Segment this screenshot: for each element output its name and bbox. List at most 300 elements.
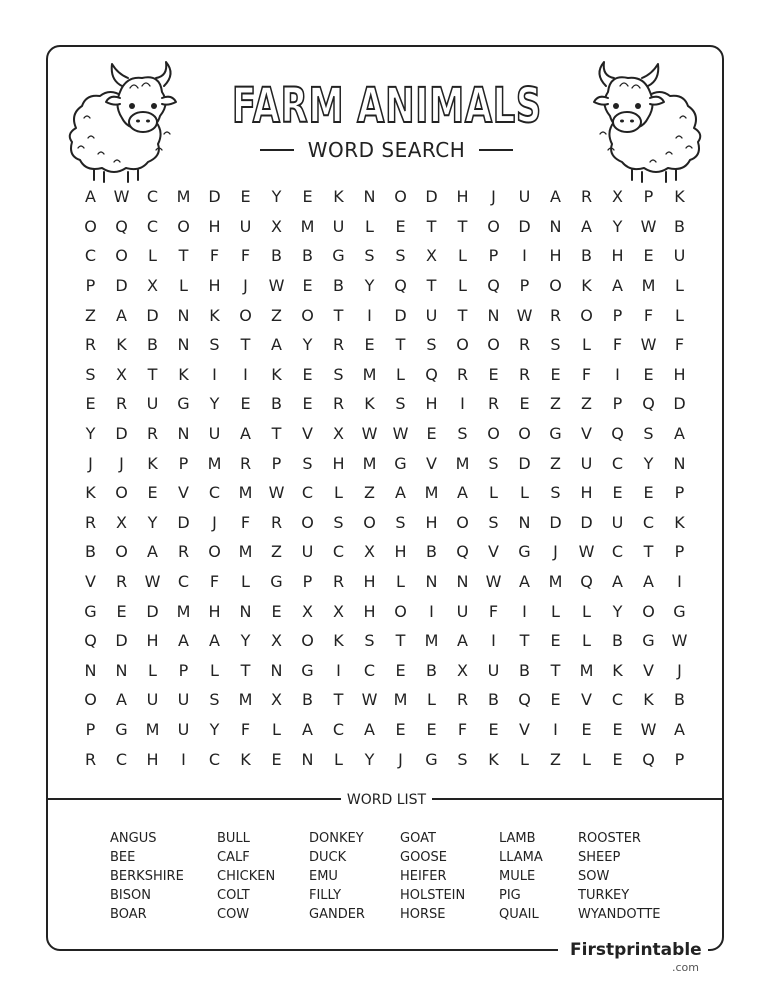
grid-letter[interactable]: H — [425, 512, 438, 532]
grid-letter[interactable]: T — [240, 335, 251, 355]
grid-letter[interactable]: D — [115, 631, 128, 651]
grid-letter[interactable]: J — [119, 453, 124, 473]
grid-letter[interactable]: P — [488, 246, 499, 266]
grid-letter[interactable]: A — [457, 631, 468, 651]
grid-letter[interactable]: N — [177, 305, 190, 325]
grid-letter[interactable]: L — [365, 216, 374, 236]
grid-letter[interactable]: H — [208, 601, 221, 621]
grid-letter[interactable]: O — [115, 246, 128, 266]
grid-letter[interactable]: E — [643, 246, 654, 266]
grid-letter[interactable]: Q — [425, 364, 438, 384]
grid-letter[interactable]: L — [458, 246, 467, 266]
grid-letter[interactable]: X — [333, 424, 344, 444]
grid-letter[interactable]: D — [518, 453, 531, 473]
grid-letter[interactable]: K — [333, 631, 344, 651]
grid-letter[interactable]: T — [271, 424, 282, 444]
grid-letter[interactable]: D — [208, 187, 221, 207]
grid-letter[interactable]: L — [396, 364, 405, 384]
grid-letter[interactable]: J — [553, 542, 558, 562]
grid-letter[interactable]: R — [239, 453, 252, 473]
grid-letter[interactable]: M — [424, 483, 439, 503]
grid-letter[interactable]: H — [549, 246, 562, 266]
grid-letter[interactable]: U — [208, 424, 221, 444]
grid-letter[interactable]: D — [549, 512, 562, 532]
grid-letter[interactable]: I — [615, 364, 620, 384]
grid-letter[interactable]: N — [270, 660, 283, 680]
grid-letter[interactable]: O — [115, 542, 128, 562]
grid-letter[interactable]: B — [302, 246, 313, 266]
grid-letter[interactable]: E — [643, 483, 654, 503]
grid-letter[interactable]: E — [364, 335, 375, 355]
grid-letter[interactable]: E — [550, 690, 561, 710]
grid-letter[interactable]: P — [178, 660, 189, 680]
grid-letter[interactable]: I — [429, 601, 434, 621]
grid-letter[interactable]: C — [332, 719, 345, 739]
grid-letter[interactable]: O — [487, 335, 500, 355]
grid-letter[interactable]: C — [177, 572, 190, 592]
grid-letter[interactable]: O — [394, 601, 407, 621]
grid-letter[interactable]: J — [398, 749, 403, 769]
grid-letter[interactable]: K — [271, 364, 282, 384]
grid-letter[interactable]: L — [520, 749, 529, 769]
grid-letter[interactable]: N — [84, 660, 97, 680]
grid-letter[interactable]: A — [271, 335, 282, 355]
grid-letter[interactable]: T — [550, 660, 561, 680]
grid-letter[interactable]: I — [243, 364, 248, 384]
grid-letter[interactable]: R — [84, 749, 97, 769]
grid-letter[interactable]: U — [177, 719, 190, 739]
grid-letter[interactable]: R — [177, 542, 190, 562]
grid-letter[interactable]: X — [302, 601, 313, 621]
grid-letter[interactable]: P — [612, 305, 623, 325]
grid-letter[interactable]: M — [207, 453, 222, 473]
grid-letter[interactable]: E — [302, 276, 313, 296]
grid-letter[interactable]: K — [333, 187, 344, 207]
grid-letter[interactable]: L — [272, 719, 281, 739]
grid-letter[interactable]: B — [271, 246, 282, 266]
grid-letter[interactable]: C — [611, 542, 624, 562]
grid-letter[interactable]: O — [239, 305, 252, 325]
grid-letter[interactable]: S — [488, 512, 499, 532]
grid-letter[interactable]: J — [491, 187, 496, 207]
grid-letter[interactable]: C — [146, 216, 159, 236]
grid-letter[interactable]: L — [396, 572, 405, 592]
grid-letter[interactable]: T — [333, 690, 344, 710]
grid-letter[interactable]: S — [550, 483, 561, 503]
grid-letter[interactable]: N — [549, 216, 562, 236]
grid-letter[interactable]: E — [395, 719, 406, 739]
grid-letter[interactable]: K — [488, 749, 499, 769]
grid-letter[interactable]: S — [333, 364, 344, 384]
grid-letter[interactable]: K — [612, 660, 623, 680]
grid-letter[interactable]: S — [85, 364, 96, 384]
grid-letter[interactable]: N — [456, 572, 469, 592]
grid-letter[interactable]: V — [85, 572, 96, 592]
grid-letter[interactable]: I — [677, 572, 682, 592]
grid-letter[interactable]: L — [241, 572, 250, 592]
grid-letter[interactable]: R — [549, 305, 562, 325]
grid-letter[interactable]: L — [458, 276, 467, 296]
grid-letter[interactable]: L — [520, 483, 529, 503]
grid-letter[interactable]: D — [146, 305, 159, 325]
grid-letter[interactable]: K — [209, 305, 220, 325]
grid-letter[interactable]: S — [643, 424, 654, 444]
grid-letter[interactable]: Y — [302, 335, 313, 355]
grid-letter[interactable]: A — [147, 542, 158, 562]
grid-letter[interactable]: H — [363, 601, 376, 621]
grid-letter[interactable]: B — [271, 394, 282, 414]
grid-letter[interactable]: E — [519, 394, 530, 414]
grid-letter[interactable]: F — [209, 572, 220, 592]
grid-letter[interactable]: C — [363, 660, 376, 680]
grid-letter[interactable]: Y — [612, 216, 623, 236]
grid-letter[interactable]: U — [580, 453, 593, 473]
grid-letter[interactable]: E — [240, 394, 251, 414]
grid-letter[interactable]: Y — [85, 424, 96, 444]
grid-letter[interactable]: N — [363, 187, 376, 207]
grid-letter[interactable]: X — [271, 216, 282, 236]
grid-letter[interactable]: H — [208, 216, 221, 236]
grid-letter[interactable]: L — [427, 690, 436, 710]
grid-letter[interactable]: Z — [271, 305, 282, 325]
grid-letter[interactable]: O — [487, 216, 500, 236]
grid-letter[interactable]: E — [302, 394, 313, 414]
grid-letter[interactable]: Y — [271, 187, 282, 207]
grid-letter[interactable]: S — [364, 631, 375, 651]
grid-letter[interactable]: D — [146, 601, 159, 621]
grid-letter[interactable]: O — [208, 542, 221, 562]
grid-letter[interactable]: M — [393, 690, 408, 710]
grid-letter[interactable]: N — [177, 335, 190, 355]
grid-letter[interactable]: N — [425, 572, 438, 592]
grid-letter[interactable]: B — [488, 690, 499, 710]
grid-letter[interactable]: O — [301, 512, 314, 532]
grid-letter[interactable]: K — [674, 512, 685, 532]
grid-letter[interactable]: W — [640, 216, 657, 236]
grid-letter[interactable]: T — [643, 542, 654, 562]
grid-letter[interactable]: B — [147, 335, 158, 355]
grid-letter[interactable]: L — [148, 246, 157, 266]
grid-letter[interactable]: D — [394, 305, 407, 325]
grid-letter[interactable]: Y — [612, 601, 623, 621]
grid-letter[interactable]: L — [334, 749, 343, 769]
grid-letter[interactable]: E — [395, 216, 406, 236]
grid-letter[interactable]: Q — [518, 690, 531, 710]
grid-letter[interactable]: T — [457, 216, 468, 236]
grid-letter[interactable]: H — [332, 453, 345, 473]
grid-letter[interactable]: K — [178, 364, 189, 384]
grid-letter[interactable]: Q — [580, 572, 593, 592]
grid-letter[interactable]: W — [640, 719, 657, 739]
grid-letter[interactable]: T — [426, 276, 437, 296]
grid-letter[interactable]: A — [364, 719, 375, 739]
grid-letter[interactable]: V — [581, 690, 592, 710]
grid-letter[interactable]: X — [271, 690, 282, 710]
grid-letter[interactable]: A — [643, 572, 654, 592]
grid-letter[interactable]: B — [85, 542, 96, 562]
grid-letter[interactable]: T — [519, 631, 530, 651]
grid-letter[interactable]: A — [302, 719, 313, 739]
grid-letter[interactable]: E — [302, 364, 313, 384]
grid-letter[interactable]: O — [549, 276, 562, 296]
grid-letter[interactable]: O — [84, 216, 97, 236]
grid-letter[interactable]: G — [549, 424, 562, 444]
grid-letter[interactable]: T — [147, 364, 158, 384]
grid-letter[interactable]: A — [581, 216, 592, 236]
grid-letter[interactable]: G — [84, 601, 97, 621]
grid-letter[interactable]: B — [333, 276, 344, 296]
grid-letter[interactable]: K — [643, 690, 654, 710]
grid-letter[interactable]: E — [240, 187, 251, 207]
grid-letter[interactable]: S — [426, 335, 437, 355]
grid-letter[interactable]: W — [516, 305, 533, 325]
grid-letter[interactable]: O — [518, 424, 531, 444]
grid-letter[interactable]: E — [612, 719, 623, 739]
grid-letter[interactable]: A — [674, 424, 685, 444]
grid-letter[interactable]: N — [518, 512, 531, 532]
grid-letter[interactable]: N — [177, 424, 190, 444]
grid-letter[interactable]: O — [177, 216, 190, 236]
grid-letter[interactable]: H — [456, 187, 469, 207]
grid-letter[interactable]: E — [581, 719, 592, 739]
grid-letter[interactable]: V — [581, 424, 592, 444]
grid-letter[interactable]: D — [673, 394, 686, 414]
grid-letter[interactable]: E — [550, 631, 561, 651]
grid-letter[interactable]: M — [300, 216, 315, 236]
grid-letter[interactable]: Q — [487, 276, 500, 296]
grid-letter[interactable]: P — [519, 276, 530, 296]
grid-letter[interactable]: C — [611, 453, 624, 473]
grid-letter[interactable]: M — [641, 276, 656, 296]
grid-letter[interactable]: I — [212, 364, 217, 384]
grid-letter[interactable]: G — [673, 601, 686, 621]
grid-letter[interactable]: A — [612, 276, 623, 296]
grid-letter[interactable]: P — [643, 187, 654, 207]
grid-letter[interactable]: Y — [209, 719, 220, 739]
grid-letter[interactable]: B — [302, 690, 313, 710]
grid-letter[interactable]: L — [489, 483, 498, 503]
grid-letter[interactable]: F — [457, 719, 468, 739]
grid-letter[interactable]: I — [553, 719, 558, 739]
grid-letter[interactable]: E — [612, 483, 623, 503]
grid-letter[interactable]: Q — [394, 276, 407, 296]
grid-letter[interactable]: Y — [209, 394, 220, 414]
grid-letter[interactable]: P — [271, 453, 282, 473]
grid-letter[interactable]: R — [518, 364, 531, 384]
grid-letter[interactable]: P — [302, 572, 313, 592]
grid-letter[interactable]: Z — [364, 483, 375, 503]
grid-letter[interactable]: Z — [550, 749, 561, 769]
grid-letter[interactable]: S — [302, 453, 313, 473]
grid-letter[interactable]: G — [332, 246, 345, 266]
grid-letter[interactable]: K — [85, 483, 96, 503]
grid-letter[interactable]: O — [84, 690, 97, 710]
grid-letter[interactable]: A — [519, 572, 530, 592]
grid-letter[interactable]: F — [581, 364, 592, 384]
grid-letter[interactable]: F — [240, 512, 251, 532]
grid-letter[interactable]: W — [144, 572, 161, 592]
grid-letter[interactable]: W — [640, 335, 657, 355]
grid-letter[interactable]: T — [240, 660, 251, 680]
grid-letter[interactable]: K — [147, 453, 158, 473]
grid-letter[interactable]: O — [456, 512, 469, 532]
grid-letter[interactable]: L — [582, 601, 591, 621]
grid-letter[interactable]: R — [580, 187, 593, 207]
grid-letter[interactable]: R — [332, 335, 345, 355]
grid-letter[interactable]: S — [209, 335, 220, 355]
grid-letter[interactable]: U — [146, 690, 159, 710]
grid-letter[interactable]: R — [518, 335, 531, 355]
grid-letter[interactable]: T — [333, 305, 344, 325]
grid-letter[interactable]: B — [519, 660, 530, 680]
grid-letter[interactable]: G — [642, 631, 655, 651]
grid-letter[interactable]: E — [147, 483, 158, 503]
grid-letter[interactable]: R — [270, 512, 283, 532]
grid-letter[interactable]: C — [84, 246, 97, 266]
grid-letter[interactable]: H — [611, 246, 624, 266]
grid-letter[interactable]: A — [395, 483, 406, 503]
grid-letter[interactable]: I — [336, 660, 341, 680]
grid-letter[interactable]: I — [522, 246, 527, 266]
grid-letter[interactable]: F — [612, 335, 623, 355]
grid-letter[interactable]: H — [580, 483, 593, 503]
grid-letter[interactable]: P — [178, 453, 189, 473]
grid-letter[interactable]: V — [426, 453, 437, 473]
grid-letter[interactable]: W — [485, 572, 502, 592]
grid-letter[interactable]: M — [238, 690, 253, 710]
grid-letter[interactable]: L — [582, 749, 591, 769]
grid-letter[interactable]: H — [673, 364, 686, 384]
grid-letter[interactable]: P — [85, 276, 96, 296]
grid-letter[interactable]: A — [612, 572, 623, 592]
grid-letter[interactable]: V — [302, 424, 313, 444]
grid-letter[interactable]: S — [395, 246, 406, 266]
grid-letter[interactable]: M — [238, 483, 253, 503]
grid-letter[interactable]: L — [179, 276, 188, 296]
grid-letter[interactable]: X — [271, 631, 282, 651]
grid-letter[interactable]: F — [209, 246, 220, 266]
grid-letter[interactable]: M — [176, 601, 191, 621]
grid-letter[interactable]: D — [177, 512, 190, 532]
grid-letter[interactable]: H — [363, 572, 376, 592]
grid-letter[interactable]: F — [643, 305, 654, 325]
grid-letter[interactable]: Q — [84, 631, 97, 651]
grid-letter[interactable]: X — [364, 542, 375, 562]
grid-letter[interactable]: Y — [364, 276, 375, 296]
grid-letter[interactable]: X — [612, 187, 623, 207]
grid-letter[interactable]: N — [487, 305, 500, 325]
grid-letter[interactable]: A — [674, 719, 685, 739]
grid-letter[interactable]: D — [580, 512, 593, 532]
grid-letter[interactable]: Z — [550, 394, 561, 414]
grid-letter[interactable]: B — [426, 660, 437, 680]
grid-letter[interactable]: W — [361, 690, 378, 710]
grid-letter[interactable]: M — [424, 631, 439, 651]
grid-letter[interactable]: P — [85, 719, 96, 739]
grid-letter[interactable]: H — [208, 276, 221, 296]
grid-letter[interactable]: X — [333, 601, 344, 621]
grid-letter[interactable]: U — [177, 690, 190, 710]
grid-letter[interactable]: Y — [643, 453, 654, 473]
grid-letter[interactable]: N — [301, 749, 314, 769]
grid-letter[interactable]: C — [611, 690, 624, 710]
grid-letter[interactable]: J — [88, 453, 93, 473]
grid-letter[interactable]: W — [392, 424, 409, 444]
grid-letter[interactable]: W — [268, 483, 285, 503]
grid-letter[interactable]: Y — [364, 749, 375, 769]
grid-letter[interactable]: B — [612, 631, 623, 651]
grid-letter[interactable]: S — [488, 453, 499, 473]
grid-letter[interactable]: K — [240, 749, 251, 769]
grid-letter[interactable]: F — [240, 246, 251, 266]
grid-letter[interactable]: O — [642, 601, 655, 621]
grid-letter[interactable]: A — [240, 424, 251, 444]
grid-letter[interactable]: B — [581, 246, 592, 266]
grid-letter[interactable]: E — [271, 601, 282, 621]
grid-letter[interactable]: X — [116, 364, 127, 384]
grid-letter[interactable]: P — [674, 542, 685, 562]
grid-letter[interactable]: O — [301, 305, 314, 325]
grid-letter[interactable]: D — [115, 424, 128, 444]
grid-letter[interactable]: U — [301, 542, 314, 562]
grid-letter[interactable]: T — [395, 335, 406, 355]
grid-letter[interactable]: C — [208, 749, 221, 769]
grid-letter[interactable]: Z — [85, 305, 96, 325]
grid-letter[interactable]: A — [457, 483, 468, 503]
grid-letter[interactable]: S — [457, 749, 468, 769]
grid-letter[interactable]: L — [551, 601, 560, 621]
grid-letter[interactable]: R — [115, 572, 128, 592]
grid-letter[interactable]: U — [239, 216, 252, 236]
grid-letter[interactable]: M — [362, 364, 377, 384]
grid-letter[interactable]: F — [674, 335, 685, 355]
grid-letter[interactable]: Q — [611, 424, 624, 444]
grid-letter[interactable]: N — [673, 453, 686, 473]
grid-letter[interactable]: E — [85, 394, 96, 414]
grid-letter[interactable]: H — [394, 542, 407, 562]
grid-letter[interactable]: E — [488, 719, 499, 739]
grid-letter[interactable]: V — [519, 719, 530, 739]
grid-letter[interactable]: E — [426, 719, 437, 739]
grid-letter[interactable]: B — [426, 542, 437, 562]
grid-letter[interactable]: U — [518, 187, 531, 207]
grid-letter[interactable]: M — [362, 453, 377, 473]
grid-letter[interactable]: O — [394, 187, 407, 207]
grid-letter[interactable]: G — [518, 542, 531, 562]
grid-letter[interactable]: W — [268, 276, 285, 296]
grid-letter[interactable]: R — [84, 335, 97, 355]
grid-letter[interactable]: O — [487, 424, 500, 444]
grid-letter[interactable]: R — [456, 364, 469, 384]
grid-letter[interactable]: A — [550, 187, 561, 207]
grid-letter[interactable]: R — [115, 394, 128, 414]
grid-letter[interactable]: Z — [581, 394, 592, 414]
grid-letter[interactable]: C — [146, 187, 159, 207]
grid-letter[interactable]: P — [674, 749, 685, 769]
grid-letter[interactable]: S — [550, 335, 561, 355]
grid-letter[interactable]: V — [643, 660, 654, 680]
grid-letter[interactable]: N — [115, 660, 128, 680]
grid-letter[interactable]: T — [178, 246, 189, 266]
grid-letter[interactable]: R — [146, 424, 159, 444]
grid-letter[interactable]: R — [332, 572, 345, 592]
grid-letter[interactable]: G — [270, 572, 283, 592]
grid-letter[interactable]: S — [395, 512, 406, 532]
grid-letter[interactable]: D — [425, 187, 438, 207]
grid-letter[interactable]: M — [455, 453, 470, 473]
grid-letter[interactable]: L — [334, 483, 343, 503]
grid-letter[interactable]: G — [177, 394, 190, 414]
